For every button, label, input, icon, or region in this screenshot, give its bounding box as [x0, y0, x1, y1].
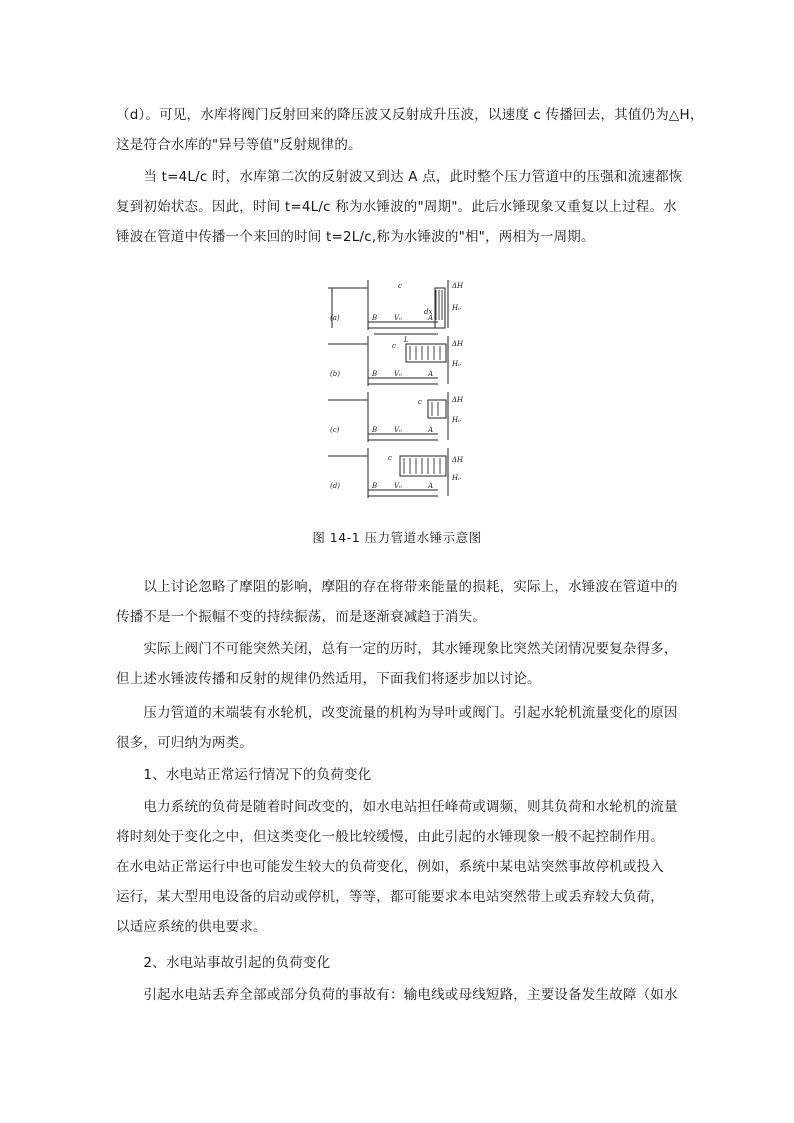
- heading-normal-load: [116, 760, 680, 790]
- water-hammer-diagram: [328, 276, 468, 500]
- text-line: 引起水电站丢弃全部或部分负荷的事故有：输电线或母线短路，主要设备发生故障（如水: [116, 987, 678, 1003]
- text-line: 在水电站正常运行中也可能发生较大的负荷变化，例如，系统中某电站突然事故停机或投入: [116, 859, 664, 875]
- panel-label-a: A: [428, 370, 434, 378]
- paragraph-friction: [116, 572, 680, 632]
- text-line: 但上述水锤波传播和反射的规律仍然适用，下面我们将逐步加以讨论。: [116, 671, 541, 687]
- text-line: 压力管道的末端装有水轮机，改变流量的机构为导叶或阀门。引起水轮机流量变化的原因: [116, 705, 678, 721]
- panel-label-h0: H₀: [452, 360, 461, 368]
- panel-label-v0: V₀: [394, 370, 402, 378]
- panel-tag: (b): [330, 370, 340, 378]
- panel-label-h0: H₀: [452, 474, 461, 482]
- text-line: 很多，可归纳为两类。: [116, 735, 253, 751]
- panel-label-v0: V₀: [394, 426, 402, 434]
- panel-tag: (d): [330, 482, 340, 490]
- panel-tag: (c): [330, 426, 340, 434]
- paragraph-accident-load: [116, 980, 680, 1010]
- panel-label-dh: ΔH: [452, 340, 464, 348]
- paragraph-turbine-flow: [116, 698, 680, 758]
- panel-label-b: B: [372, 426, 378, 434]
- panel-label-c: c: [418, 398, 422, 406]
- panel-label-h0: H₀: [452, 416, 461, 424]
- panel-label-dh: ΔH: [452, 282, 464, 290]
- paragraph-reservoir-reflection: [116, 100, 704, 160]
- panel-label-a: A: [428, 482, 434, 490]
- text-line: 2、水电站事故引起的负荷变化: [116, 955, 331, 971]
- panel-label-v0: V₀: [394, 482, 402, 490]
- panel-label-a: A: [428, 426, 434, 434]
- panel-tag: (a): [330, 314, 340, 322]
- panel-label-a: A: [428, 314, 434, 322]
- panel-label-dh: ΔH: [452, 456, 464, 464]
- panel-label-v0: V₀: [394, 314, 402, 322]
- panel-b: [328, 336, 448, 386]
- panel-label-c: c: [388, 454, 392, 462]
- panel-label-b: B: [372, 370, 378, 378]
- panel-label-l: L: [404, 336, 409, 344]
- water-hammer-figure: [328, 276, 468, 500]
- panel-label-h0: H₀: [452, 304, 461, 312]
- text-line: 1、水电站正常运行情况下的负荷变化: [116, 767, 372, 783]
- panel-label-dx: dx: [424, 308, 433, 316]
- text-line: 锤波在管道中传播一个来回的时间 t=2L/c,称为水锤波的"相"，两相为一周期。: [116, 229, 595, 245]
- text-line: 运行，某大型用电设备的启动或停机，等等，都可能要求本电站突然带上或丢弃较大负荷，: [116, 889, 664, 905]
- text-line: 以上讨论忽略了摩阻的影响，摩阻的存在将带来能量的损耗，实际上，水锤波在管道中的: [116, 579, 678, 595]
- text-line: （d）。可见，水库将阀门反射回来的降压波又反射成升压波，以速度 c 传播回去，其值仍为△H，: [116, 107, 704, 123]
- text-line: 电力系统的负荷是随着时间改变的，如水电站担任峰荷或调频，则其负荷和水轮机的流量: [116, 799, 678, 815]
- paragraph-valve-closing: [116, 634, 680, 694]
- panel-label-dh: ΔH: [452, 396, 464, 404]
- panel-label-b: B: [372, 482, 378, 490]
- text-line: 实际上阀门不可能突然关闭，总有一定的历时，其水锤现象比突然关闭情况要复杂得多，: [116, 641, 678, 657]
- text-line: 当 t=4L/c 时，水库第二次的反射波又到达 A 点，此时整个压力管道中的压强和流速都恢: [116, 169, 683, 185]
- paragraph-normal-load: [116, 792, 680, 942]
- text-line: 这是符合水库的"异号等值"反射规律的。: [116, 137, 362, 153]
- text-line: 传播不是一个振幅不变的持续振荡，而是逐渐衰减趋于消失。: [116, 609, 486, 625]
- heading-accident-load: [116, 948, 680, 978]
- text-line: 将时刻处于变化之中，但这类变化一般比较缓慢，由此引起的水锤现象一般不起控制作用。: [116, 829, 664, 845]
- panel-label-b: B: [372, 314, 378, 322]
- panel-c: [328, 392, 448, 442]
- panel-label-c: c: [398, 282, 402, 290]
- text-line: 复到初始状态。因此，时间 t=4L/c 称为水锤波的"周期"。此后水锤现象又重复以上过程。水: [116, 199, 677, 215]
- panel-label-c: c: [392, 342, 396, 350]
- text-line: 以适应系统的供电要求。: [116, 919, 267, 935]
- paragraph-period-definition: [116, 162, 683, 252]
- figure-caption: 图 14-1 压力管道水锤示意图: [312, 530, 482, 545]
- panel-a: [328, 280, 448, 334]
